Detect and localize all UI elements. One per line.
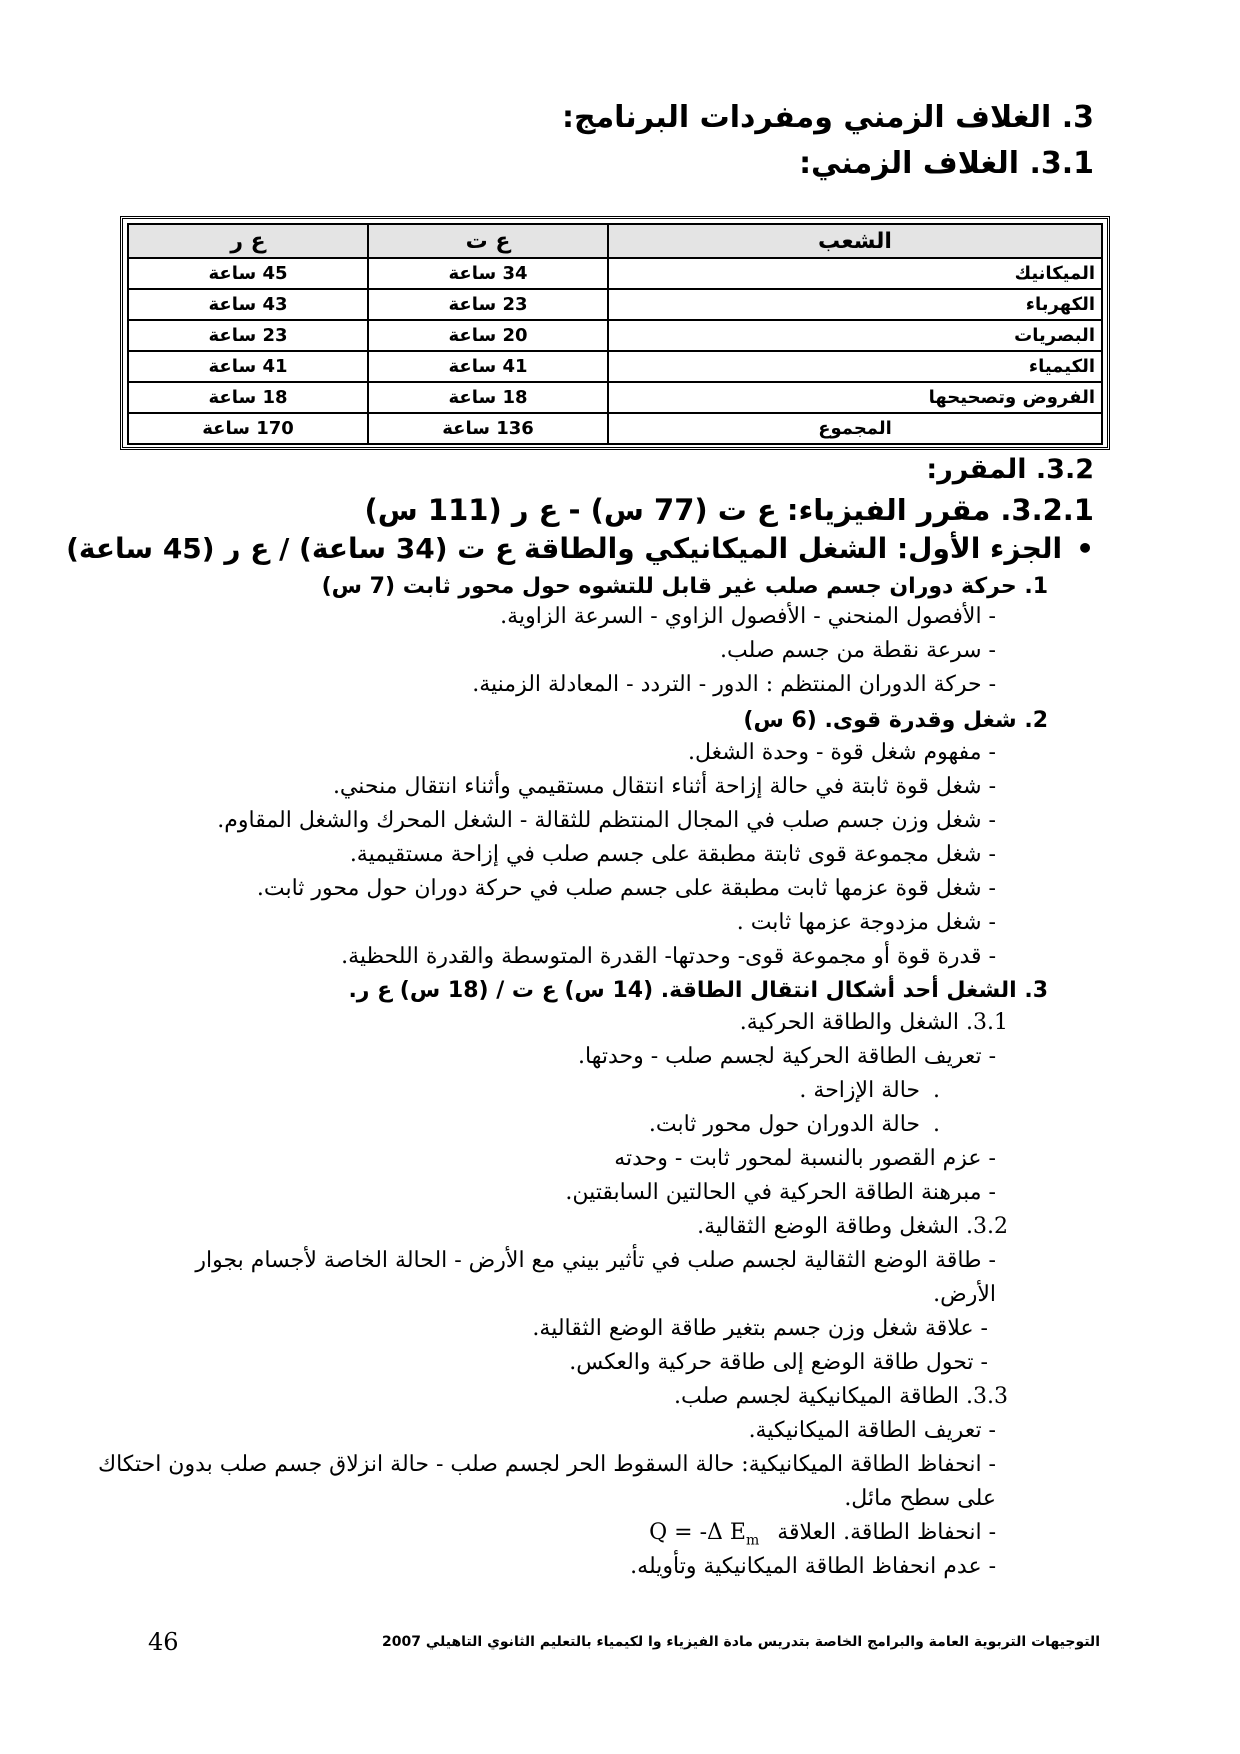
row-name: الكيمياء <box>608 351 1102 382</box>
list-item-text: حالة الإزاحة . <box>799 1078 920 1103</box>
subtopic-3-1: 3.1. الشغل والطاقة الحركية. <box>739 1010 1008 1035</box>
list-item: - طاقة الوضع الثقالية لجسم صلب في تأثير بيني مع الأرض - الحالة الخاصة لأجسام بجوار <box>195 1248 996 1273</box>
list-item-text: حالة الدوران حول محور ثابت. <box>648 1112 920 1137</box>
list-item-text: - انحفاظ الطاقة. العلاقة <box>777 1520 996 1545</box>
part-one-heading <box>66 532 1094 565</box>
header-ur: ع ر <box>128 224 368 258</box>
table-row <box>128 351 1102 382</box>
total-ut: 136 ساعة <box>368 413 608 444</box>
topic-3-title: 3. الشغل أحد أشكال انتقال الطاقة. (14 س) ع ت / (18 س) ع ر. <box>348 978 1048 1003</box>
list-item: - عزم القصور بالنسبة لمحور ثابت - وحدته <box>614 1146 996 1171</box>
formula-subscript: m <box>745 1532 760 1549</box>
list-item: - شغل مجموعة قوى ثابتة مطبقة على جسم صلب في إزاحة مستقيمية. <box>349 842 996 867</box>
dot-marker: . <box>933 1078 940 1103</box>
row-ut: 41 ساعة <box>368 351 608 382</box>
section-physics-curriculum: 3.2.1. مقرر الفيزياء: ع ت (77 س) - ع ر (111 س) <box>364 493 1094 527</box>
list-item: - شغل مزدوجة عزمها ثابت . <box>736 910 996 935</box>
dot-marker: . <box>933 1112 940 1137</box>
table-total-row <box>128 413 1102 444</box>
row-ut: 20 ساعة <box>368 320 608 351</box>
list-item: - قدرة قوة أو مجموعة قوى- وحدتها- القدرة المتوسطة والقدرة اللحظية. <box>341 944 996 969</box>
row-ur: 41 ساعة <box>128 351 368 382</box>
heading-time-envelope: 3.1. الغلاف الزمني: <box>799 146 1094 181</box>
header-ut: ع ت <box>368 224 608 258</box>
row-ut: 18 ساعة <box>368 382 608 413</box>
bullet-icon: • <box>1076 532 1094 565</box>
formula-main: Q = -Δ E <box>649 1520 746 1545</box>
section-curriculum: 3.2. المقرر: <box>926 454 1094 485</box>
list-item: - مفهوم شغل قوة - وحدة الشغل. <box>688 740 996 765</box>
list-item-continued: الأرض. <box>933 1282 996 1307</box>
list-item: - شغل قوة ثابتة في حالة إزاحة أثناء انتقال مستقيمي وأثناء انتقال منحني. <box>332 774 996 799</box>
table-row <box>128 258 1102 289</box>
heading-time-envelope-program: 3. الغلاف الزمني ومفردات البرنامج: <box>561 100 1094 135</box>
row-name: الفروض وتصحيحها <box>608 382 1102 413</box>
row-ur: 45 ساعة <box>128 258 368 289</box>
list-item: - حركة الدوران المنتظم : الدور - التردد - المعادلة الزمنية. <box>472 672 996 697</box>
subtopic-3-3: 3.3. الطاقة الميكانيكية لجسم صلب. <box>674 1384 1008 1409</box>
list-item: - شغل وزن جسم صلب في المجال المنتظم للثقالة - الشغل المحرك والشغل المقاوم. <box>217 808 996 833</box>
topic-1-title: 1. حركة دوران جسم صلب غير قابل للتشوه حول محور ثابت (7 س) <box>321 574 1048 599</box>
row-name: الكهرباء <box>608 289 1102 320</box>
list-item: - الأفصول المنحني - الأفصول الزاوي - السرعة الزاوية. <box>500 604 996 629</box>
list-item: - تعريف الطاقة الميكانيكية. <box>748 1418 996 1443</box>
list-item: - عدم انحفاظ الطاقة الميكانيكية وتأويله. <box>630 1554 996 1579</box>
list-item <box>799 1078 940 1103</box>
hours-table <box>127 223 1103 445</box>
list-item: - تحول طاقة الوضع إلى طاقة حركية والعكس. <box>569 1350 988 1375</box>
row-ur: 18 ساعة <box>128 382 368 413</box>
subtopic-3-2: 3.2. الشغل وطاقة الوضع الثقالية. <box>697 1214 1008 1239</box>
row-ut: 23 ساعة <box>368 289 608 320</box>
topic-2-title: 2. شغل وقدرة قوى. (6 س) <box>743 708 1048 733</box>
list-item <box>649 1112 940 1137</box>
table-row <box>128 289 1102 320</box>
table-row <box>128 382 1102 413</box>
part-one-title: الجزء الأول: الشغل الميكانيكي والطاقة ع ت (34 ساعة) / ع ر (45 ساعة) <box>66 532 1063 565</box>
list-item: - انحفاظ الطاقة الميكانيكية: حالة السقوط الحر لجسم صلب - حالة انزلاق جسم صلب بدون احتكاك <box>97 1452 996 1477</box>
header-branches: الشعب <box>608 224 1102 258</box>
energy-formula <box>649 1520 759 1548</box>
list-item: - تعريف الطاقة الحركية لجسم صلب - وحدتها. <box>578 1044 996 1069</box>
list-item: - سرعة نقطة من جسم صلب. <box>720 638 996 663</box>
row-ur: 43 ساعة <box>128 289 368 320</box>
list-item <box>649 1520 996 1548</box>
total-ur: 170 ساعة <box>128 413 368 444</box>
row-ut: 34 ساعة <box>368 258 608 289</box>
row-ur: 23 ساعة <box>128 320 368 351</box>
list-item-continued: على سطح مائل. <box>844 1486 996 1511</box>
hours-table-frame <box>120 216 1110 450</box>
row-name: الميكانيك <box>608 258 1102 289</box>
page-number: 46 <box>148 1628 179 1656</box>
list-item: - مبرهنة الطاقة الحركية في الحالتين السابقتين. <box>565 1180 996 1205</box>
row-name: البصريات <box>608 320 1102 351</box>
list-item: - علاقة شغل وزن جسم بتغير طاقة الوضع الثقالية. <box>532 1316 988 1341</box>
footer-text: التوجيهات التربوية العامة والبرامج الخاصة بتدريس مادة الفيزياء وا لكيمياء بالتعليم الثانوي التاهيلي 2007 <box>382 1634 1100 1650</box>
table-header-row <box>128 224 1102 258</box>
table-row <box>128 320 1102 351</box>
list-item: - شغل قوة عزمها ثابت مطبقة على جسم صلب في حركة دوران حول محور ثابت. <box>256 876 996 901</box>
total-name: المجموع <box>608 413 1102 444</box>
